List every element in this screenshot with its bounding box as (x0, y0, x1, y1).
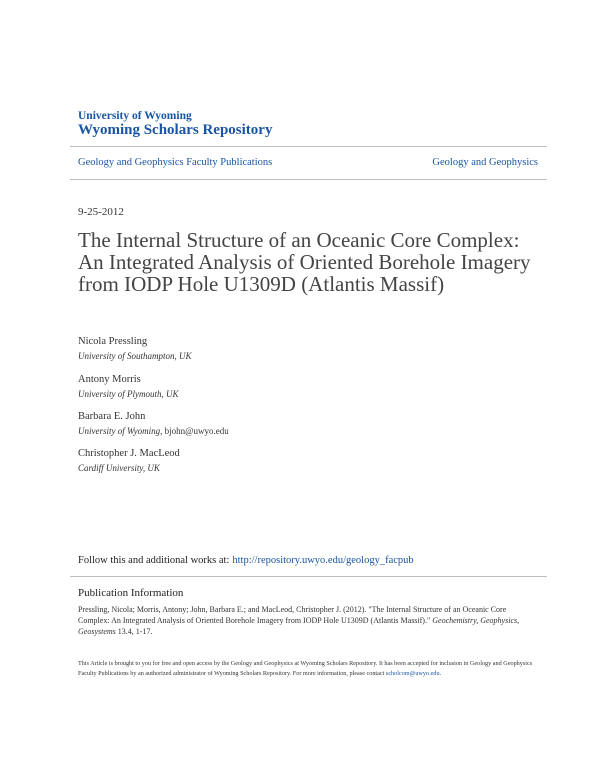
follow-text: Follow this and additional works at: (78, 555, 230, 566)
author-affiliation: Cardiff University, UK (78, 463, 160, 473)
author-email: , bjohn@uwyo.edu (160, 426, 229, 436)
author-affiliation: University of Wyoming, bjohn@uwyo.edu (78, 426, 229, 436)
publication-info-heading: Publication Information (78, 587, 184, 599)
university-name: University of Wyoming (78, 110, 192, 122)
author-affiliation: University of Southampton, UK (78, 351, 192, 361)
author-name: Nicola Pressling (78, 336, 148, 347)
department-link[interactable]: Geology and Geophysics (432, 157, 538, 168)
author-affiliation: University of Plymouth, UK (78, 389, 179, 399)
author-name: Christopher J. MacLeod (78, 448, 180, 459)
paper-title: The Internal Structure of an Oceanic Core Complex: An Integrated Analysis of Oriented Borehole Imagery from IODP Hole U1309D (Atlantis Massif) (78, 228, 531, 296)
collection-url-link[interactable]: http://repository.uwyo.edu/geology_facpub (232, 555, 414, 566)
nav-divider (70, 179, 547, 180)
follow-divider (70, 576, 547, 577)
author-name: Barbara E. John (78, 411, 146, 422)
collection-link[interactable]: Geology and Geophysics Faculty Publications (78, 157, 273, 168)
header-divider (70, 146, 547, 147)
journal-name: Geochemistry, Geophysics, Geosystems (78, 616, 520, 636)
repository-name[interactable]: Wyoming Scholars Repository (78, 122, 273, 138)
citation-text: Pressling, Nicola; Morris, Antony; John, Barbara E.; and MacLeod, Christopher J. (2012). "The Internal Structure of an Oceanic Core Complex: An Integrated Analysis of Oriented Borehole Imagery from IODP Hole U1309D (Atlantis Massif)." Geochemistry, Geophysics, Geosystems 13.4, 1-17. (78, 605, 520, 636)
follow-line (78, 555, 414, 566)
contact-email-link[interactable]: scholcom@uwyo.edu (385, 670, 440, 677)
publication-date: 9-25-2012 (78, 206, 124, 218)
author-name: Antony Morris (78, 374, 141, 385)
open-access-notice: This Article is brought to you for free and open access by the Geology and Geophysics at Wyoming Scholars Repository. It has been accepted for inclusion in Geology and Geophysics Faculty Publications by an authorized administrator of Wyoming Scholars Repository. For more information, please contact scholcom@uwyo.edu. (78, 660, 533, 677)
